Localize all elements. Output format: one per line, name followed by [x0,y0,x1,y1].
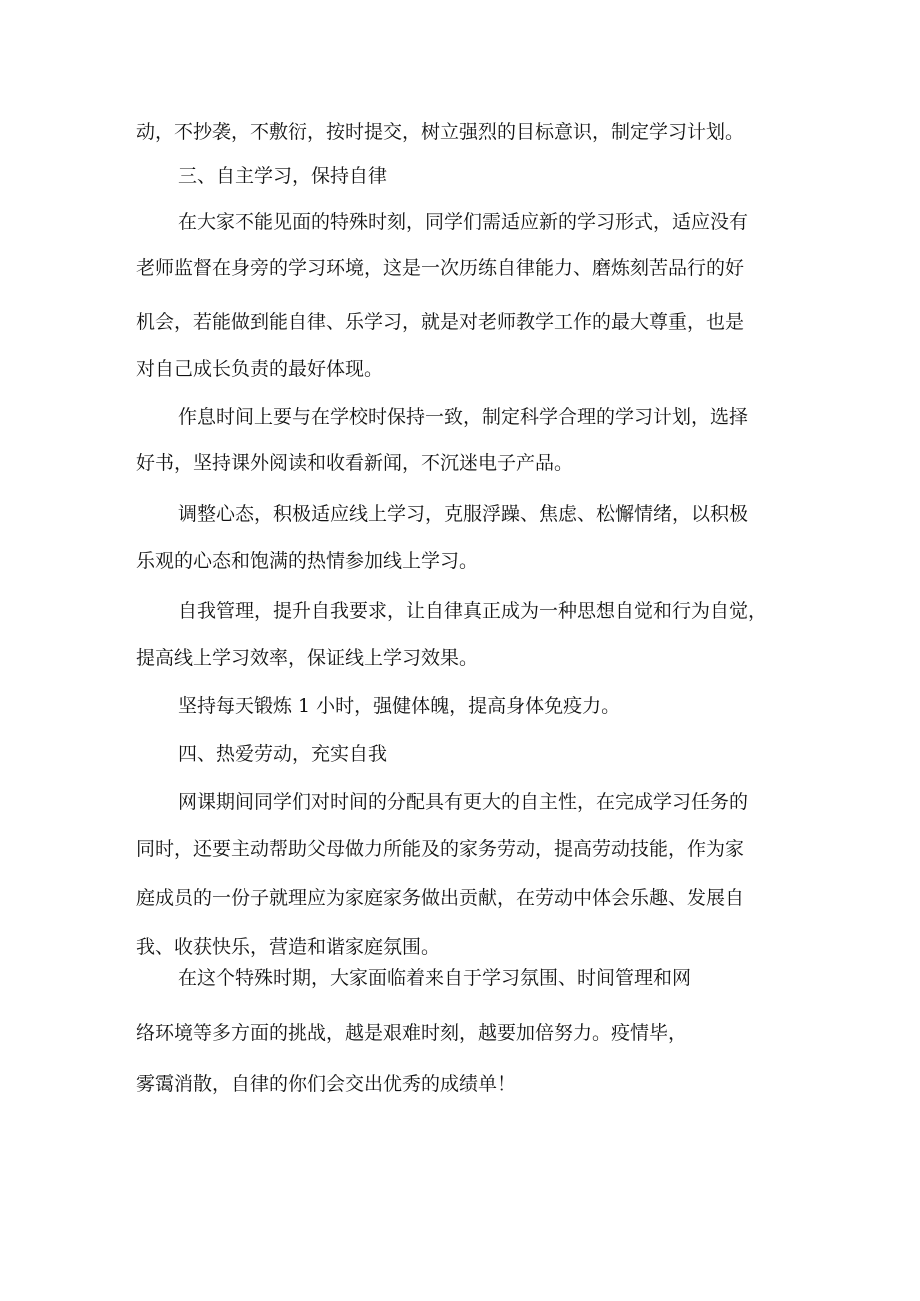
text-line: 好书，坚持课外阅读和收看新闻，不沉迷电子产品。 [136,452,574,474]
text-line: 在大家不能见面的特殊时刻，同学们需适应新的学习形式，适应没有 [178,211,749,233]
text-line: 乐观的心态和饱满的热情参加线上学习。 [136,550,479,572]
text-line: 老师监督在身旁的学习环境，这是一次历练自律能力、磨炼刻苦品行的好 [136,257,745,279]
text-line: 同时，还要主动帮助父母做力所能及的家务劳动，提高劳动技能，作为家 [136,838,745,860]
text-line: 动，不抄袭，不敷衍，按时提交，树立强烈的目标意识，制定学习计划。 [136,121,745,143]
text-line: 自我管理，提升自我要求，让自律真正成为一种思想自觉和行为自觉， [178,600,768,622]
section-heading: 三、自主学习，保持自律 [178,165,388,187]
text-line: 提高线上学习效率，保证线上学习效果。 [136,647,479,669]
section-heading: 四、热爱劳动，充实自我 [178,743,388,765]
text-line: 调整心态，积极适应线上学习，克服浮躁、焦虑、松懈情绪，以积极 [178,503,749,525]
text-line: 坚持每天锻炼 1 小时，强健体魄，提高身体免疫力。 [178,695,621,717]
text-line: 对自己成长负责的最好体现。 [136,358,384,380]
text-line: 作息时间上要与在学校时保持一致，制定科学合理的学习计划，选择 [178,406,749,428]
text-line: 雾霭消散，自律的你们会交出优秀的成绩单！ [136,1073,517,1095]
text-line: 在这个特殊时期，大家面临着来自于学习氛围、时间管理和网 [178,967,692,989]
text-line: 庭成员的一份子就理应为家庭家务做出贡献，在劳动中体会乐趣、发展自 [136,887,745,909]
text-line: 机会，若能做到能自律、乐学习，就是对老师教学工作的最大尊重，也是 [136,311,745,333]
text-line: 网课期间同学们对时间的分配具有更大的自主性，在完成学习任务的 [178,791,749,813]
text-line: 我、收获快乐，营造和谐家庭氛围。 [136,936,441,958]
text-line: 络环境等多方面的挑战，越是艰难时刻，越要加倍努力。疫情毕， [136,1022,688,1044]
